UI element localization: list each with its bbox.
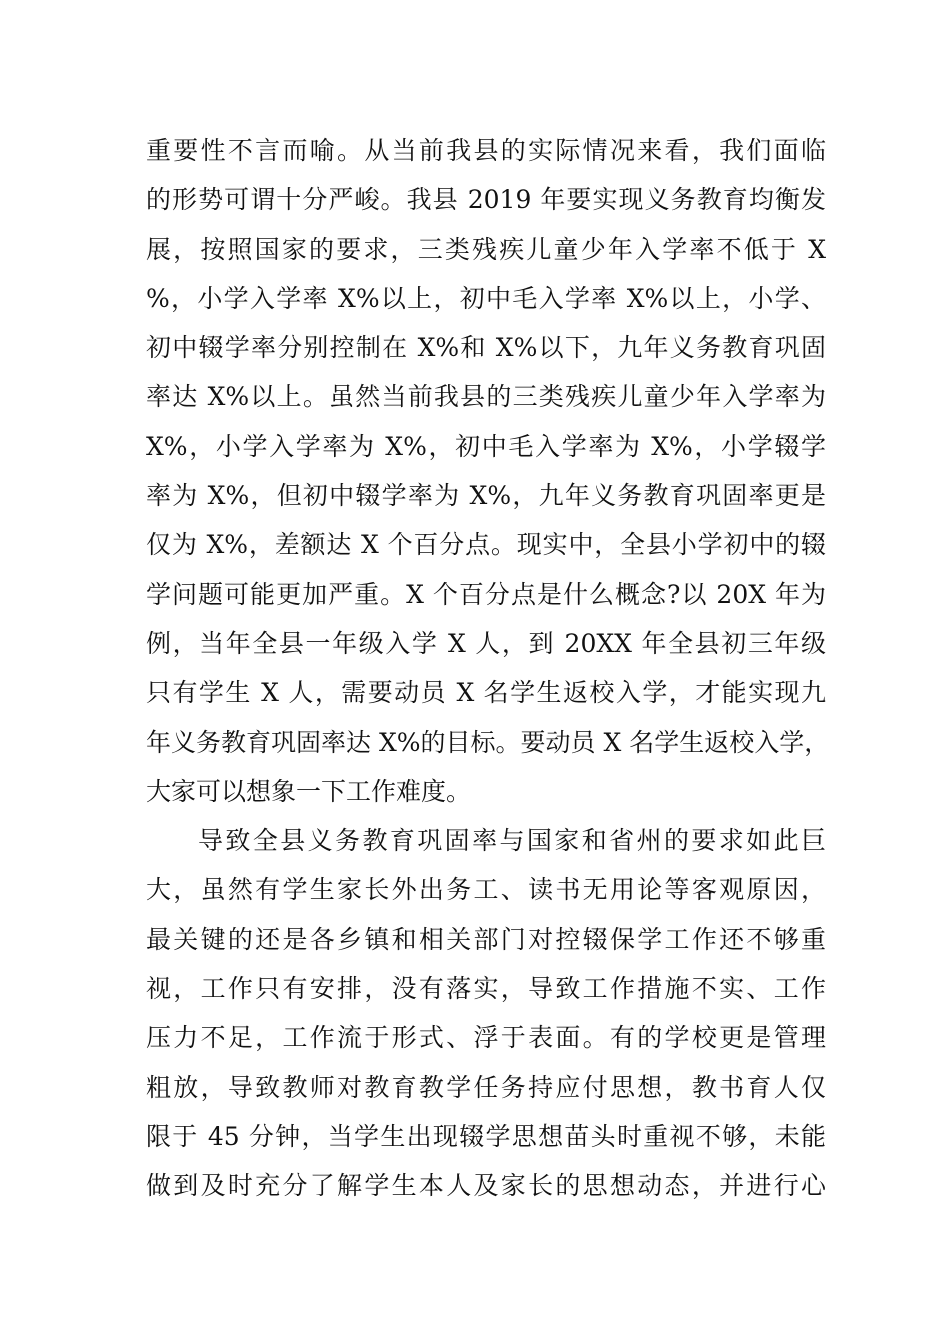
paragraph-1 xyxy=(146,126,830,816)
text-line: 最关键的还是各乡镇和相关部门对控辍保学工作还不够重 xyxy=(146,924,826,954)
text-line: 视，工作只有安排，没有落实，导致工作措施不实、工作 xyxy=(146,974,826,1004)
text-line: 做到及时充分了解学生本人及家长的思想动态，并进行心 xyxy=(146,1171,826,1201)
text-line: 导致全县义务教育巩固率与国家和省州的要求如此巨 xyxy=(198,826,826,856)
text-line: 年义务教育巩固率达 X%的目标。要动员 X 名学生返校入学， xyxy=(146,727,830,757)
text-line: X%，小学入学率为 X%，初中毛入学率为 X%，小学辍学 xyxy=(146,431,826,461)
text-line: 展，按照国家的要求，三类残疾儿童少年入学率不低于 X xyxy=(146,234,826,264)
text-line: 例，当年全县一年级入学 X 人，到 20XX 年全县初三年级 xyxy=(146,628,826,658)
text-line: %，小学入学率 X%以上，初中毛入学率 X%以上，小学、 xyxy=(146,283,826,313)
text-line: 压力不足，工作流于形式、浮于表面。有的学校更是管理 xyxy=(146,1023,826,1053)
text-line: 限于 45 分钟，当学生出现辍学思想苗头时重视不够，未能 xyxy=(146,1121,826,1151)
text-line: 率为 X%，但初中辍学率为 X%，九年义务教育巩固率更是 xyxy=(146,481,826,511)
text-line: 学问题可能更加严重。X 个百分点是什么概念?以 20X 年为 xyxy=(146,579,826,609)
text-line: 粗放，导致教师对教育教学任务持应付思想，教书育人仅 xyxy=(146,1072,826,1102)
body-text xyxy=(146,126,830,1211)
text-line: 的形势可谓十分严峻。我县 2019 年要实现义务教育均衡发 xyxy=(146,185,826,215)
text-line: 只有学生 X 人，需要动员 X 名学生返校入学，才能实现九 xyxy=(146,678,826,708)
text-line: 率达 X%以上。虽然当前我县的三类残疾儿童少年入学率为 xyxy=(146,382,826,412)
text-line: 大，虽然有学生家长外出务工、读书无用论等客观原因， xyxy=(146,875,826,905)
text-line: 大家可以想象一下工作难度。 xyxy=(146,776,472,806)
paragraph-2 xyxy=(146,816,826,1210)
text-line: 初中辍学率分别控制在 X%和 X%以下，九年义务教育巩固 xyxy=(146,333,826,363)
text-line: 仅为 X%，差额达 X 个百分点。现实中，全县小学初中的辍 xyxy=(146,530,826,560)
text-line: 重要性不言而喻。从当前我县的实际情况来看，我们面临 xyxy=(146,136,826,165)
